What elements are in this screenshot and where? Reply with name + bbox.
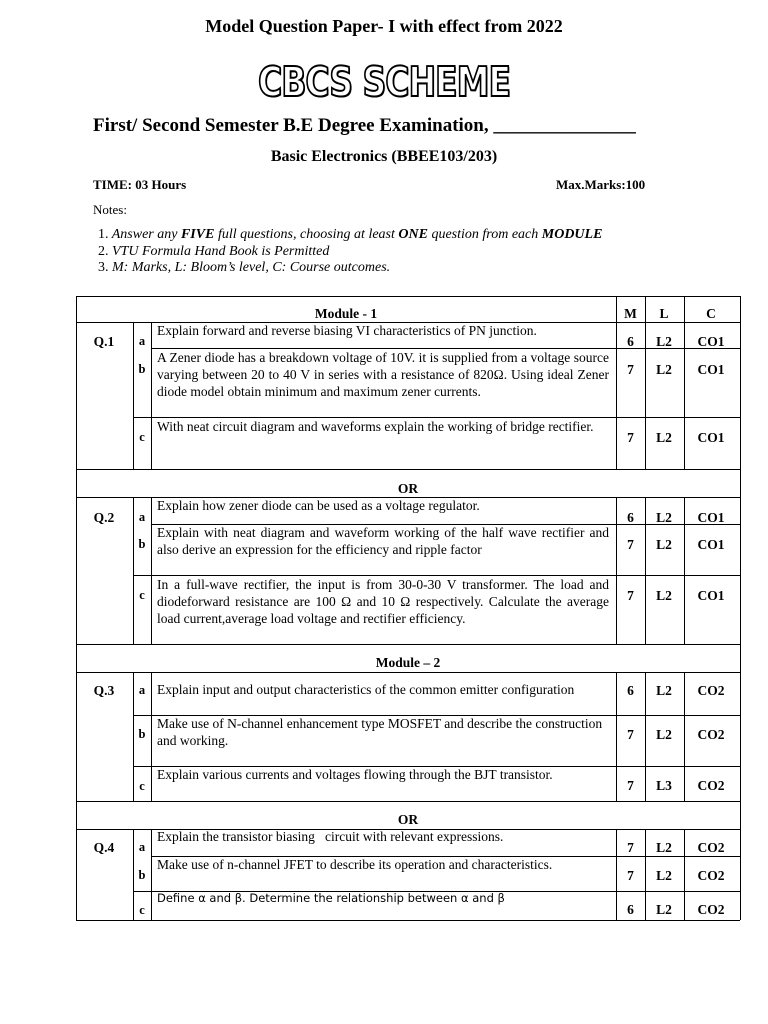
marks-value: 6 (627, 334, 634, 349)
table-rule (76, 469, 740, 470)
part-label: c (139, 430, 145, 444)
module-2-heading: Module – 2 (375, 655, 441, 670)
question-text: With neat circuit diagram and waveforms explain the working of bridge rectifier. (157, 419, 594, 434)
level-value: L2 (656, 430, 672, 445)
level-value: L2 (656, 840, 672, 855)
marks-value: 7 (627, 362, 634, 377)
question-text: In a full-wave rectifier, the input is from 30-0-30 V transformer. The load and diodeforward resistance are 100 Ω and 10 Ω respectively. Calculate the average load current,average load voltage and rectifier efficiency. (157, 577, 609, 626)
co-value: CO1 (697, 588, 725, 603)
level-value: L2 (656, 362, 672, 377)
table-rule (151, 829, 152, 920)
co-value: CO1 (697, 334, 725, 349)
part-label: a (138, 683, 146, 697)
max-marks-label: Max.Marks:100 (556, 177, 646, 192)
scheme-logo-text: CBCS SCHEME (258, 57, 510, 106)
level-value: L2 (656, 683, 672, 698)
note-item: 3. M: Marks, L: Bloom’s level, C: Course outcomes. (98, 260, 391, 275)
table-rule (76, 801, 740, 802)
marks-value: 7 (627, 430, 634, 445)
paper-title: Model Question Paper- I with effect from 2022 (205, 16, 563, 36)
note-item: 2. VTU Formula Hand Book is Permitted (98, 243, 330, 259)
level-value: L3 (656, 778, 672, 793)
co-value: CO2 (697, 778, 725, 793)
table-rule (151, 322, 152, 469)
part-label: a (138, 334, 146, 348)
or-separator: OR (397, 481, 419, 496)
marks-value: 7 (627, 778, 634, 793)
part-label: b (138, 362, 146, 376)
marks-value: 6 (627, 510, 634, 525)
part-label: b (138, 727, 146, 741)
level-value: L2 (656, 334, 672, 349)
col-co-header: C (706, 306, 716, 321)
part-label: c (139, 903, 145, 917)
question-text: Explain input and output characteristics of the common emitter configuration (157, 682, 575, 697)
module-1-heading: Module - 1 (314, 306, 378, 321)
marks-value: 6 (627, 902, 634, 917)
table-rule (151, 497, 152, 644)
or-separator: OR (397, 812, 419, 827)
level-value: L2 (656, 510, 672, 525)
question-label: Q.4 (93, 840, 115, 855)
table-rule (76, 672, 740, 673)
notes-list (98, 227, 602, 277)
col-marks-header: M (624, 306, 637, 321)
part-label: a (138, 840, 146, 854)
marks-value: 7 (627, 727, 634, 742)
co-value: CO2 (697, 868, 725, 883)
table-rule (740, 296, 741, 920)
question-text: Explain various currents and voltages flowing through the BJT transistor. (157, 767, 553, 782)
question-text: Make use of n-channel JFET to describe its operation and characteristics. (157, 857, 553, 872)
question-label: Q.1 (93, 334, 115, 349)
marks-value: 7 (627, 588, 634, 603)
co-value: CO1 (697, 537, 725, 552)
part-label: b (138, 537, 146, 551)
co-value: CO2 (697, 727, 725, 742)
question-text: Explain forward and reverse biasing VI characteristics of PN junction. (157, 323, 537, 338)
co-value: CO2 (697, 683, 725, 698)
question-text: A Zener diode has a breakdown voltage of 10V. it is supplied from a voltage source varying between 20 to 40 V in series with a resistance of 820Ω. Using ideal Zener diode model obtain minimum and maximum zener currents. (157, 350, 609, 399)
level-value: L2 (656, 537, 672, 552)
question-text: Explain with neat diagram and waveform working of the half wave rectifier and also derive an expression for the efficiency and ripple factor (157, 525, 609, 557)
marks-value: 7 (627, 537, 634, 552)
level-value: L2 (656, 588, 672, 603)
co-value: CO2 (697, 840, 725, 855)
part-label: b (138, 868, 146, 882)
co-value: CO1 (697, 362, 725, 377)
question-label: Q.2 (93, 510, 115, 525)
question-text: Make use of N-channel enhancement type MOSFET and describe the construction and working. (157, 716, 603, 748)
question-text: Explain the transistor biasing circuit with relevant expressions. (157, 829, 504, 844)
question-label: Q.3 (93, 683, 115, 698)
co-value: CO1 (697, 510, 725, 525)
level-value: L2 (656, 727, 672, 742)
marks-value: 7 (627, 840, 634, 855)
level-value: L2 (656, 868, 672, 883)
notes-heading: Notes: (93, 202, 127, 217)
time-label: TIME: 03 Hours (93, 177, 187, 192)
note-item: 1. Answer any FIVE full questions, choosing at least ONE question from each MODULE (98, 227, 603, 242)
table-rule (133, 575, 740, 576)
subject-title: Basic Electronics (BBEE103/203) (270, 148, 498, 165)
table-rule (151, 672, 152, 801)
marks-value: 6 (627, 683, 634, 698)
co-value: CO2 (697, 902, 725, 917)
question-text: Define α and β. Determine the relationship between α and β (157, 891, 505, 905)
table-rule (76, 644, 740, 645)
col-level-header: L (659, 306, 669, 321)
question-text: Explain how zener diode can be used as a voltage regulator. (157, 498, 480, 513)
co-value: CO1 (697, 430, 725, 445)
table-rule (133, 417, 740, 418)
level-value: L2 (656, 902, 672, 917)
table-rule (76, 296, 740, 297)
table-rule (76, 920, 740, 921)
part-label: c (139, 588, 145, 602)
part-label: a (138, 510, 146, 524)
part-label: c (139, 779, 145, 793)
exam-title: First/ Second Semester B.E Degree Examination, _______________ (93, 115, 636, 136)
marks-value: 7 (627, 868, 634, 883)
scheme-logo (0, 57, 768, 106)
